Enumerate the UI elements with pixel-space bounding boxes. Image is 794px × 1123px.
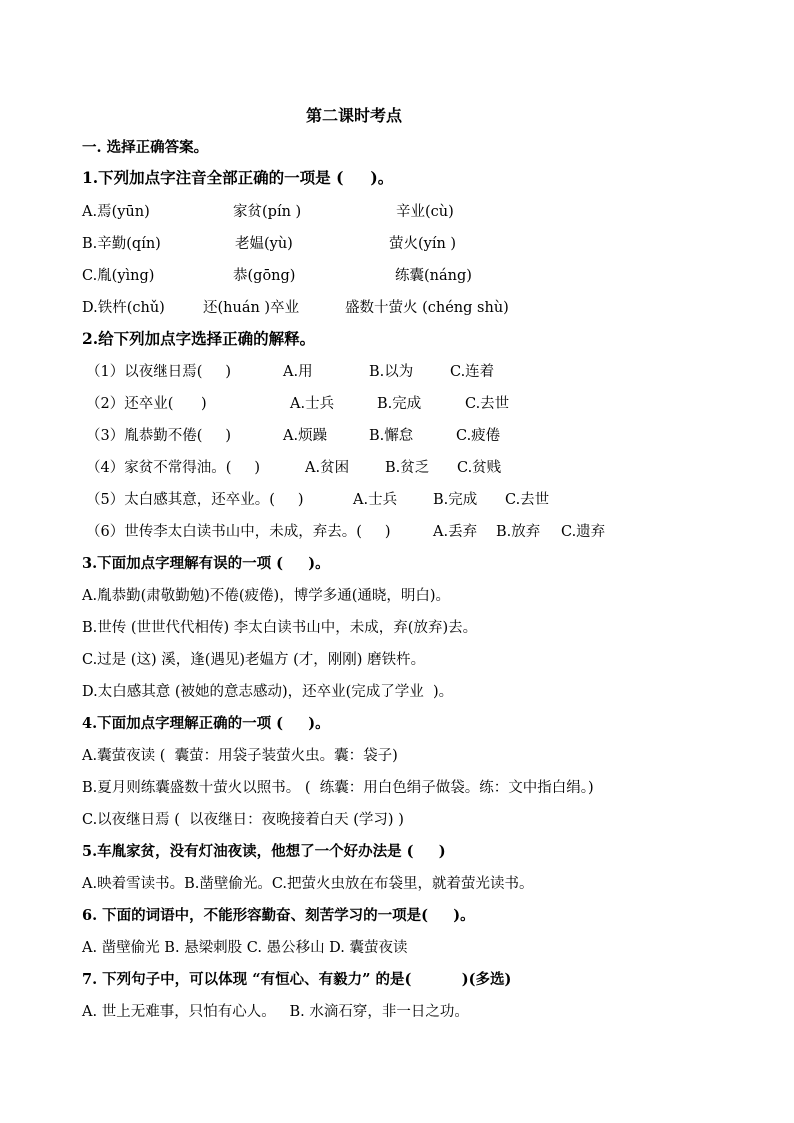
q2-choice: C.贫贱 [457, 460, 502, 476]
q4-option: A.囊萤夜读 ( 囊萤：用袋子装萤火虫。囊：袋子) [82, 748, 398, 764]
q3-option: B.世传 (世世代代相传) 李太白读书山中，未成，弃(放弃)去。 [82, 620, 478, 636]
q2-choice: B.放弃 [496, 524, 541, 540]
q1-option: 恭(gōng) [233, 268, 296, 284]
q1-option: 辛业(cù) [396, 204, 454, 220]
q7-stem: 7. 下列句子中，可以体现 “有恒心、有毅力” 的是( )(多选) [82, 971, 512, 988]
q2-item: （1）以夜继日焉( ) [86, 364, 232, 380]
q2-choice: A.士兵 [353, 492, 398, 508]
q2-choice: C.去世 [505, 492, 550, 508]
q5-options: A.映着雪读书。B.凿壁偷光。C.把萤火虫放在布袋里，就着萤光读书。 [82, 876, 534, 892]
q1-option: D.铁杵(chǔ) [82, 300, 165, 316]
q2-choice: A.丢弃 [433, 524, 478, 540]
q2-choice: B.完成 [377, 396, 422, 412]
q1-option: 老媪(yù) [235, 236, 293, 252]
q4-option: C.以夜继日焉 ( 以夜继日：夜晚接着白天 (学习) ) [82, 812, 404, 828]
q2-item: （6）世传李太白读书山中，未成，弃去。( ) [86, 524, 391, 540]
q7-options: A. 世上无难事，只怕有心人。 B. 水滴石穿，非一日之功。 [82, 1004, 469, 1020]
q2-stem: 2.给下列加点字选择正确的解释。 [82, 329, 316, 348]
q2-item: （5）太白感其意，还卒业。( ) [86, 492, 304, 508]
q3-option: D.太白感其意 (被她的意志感动)，还卒业(完成了学业 )。 [82, 684, 454, 700]
q2-item: （4）家贫不常得油。( ) [86, 460, 261, 476]
section-heading: 一. 选择正确答案。 [82, 139, 209, 156]
q2-item: （3）胤恭勤不倦( ) [86, 428, 232, 444]
q1-option: C.胤(yìng) [82, 268, 155, 284]
q4-stem: 4.下面加点字理解正确的一项 ( )。 [82, 715, 330, 732]
q1-stem: 1.下列加点字注音全部正确的一项是 ( )。 [82, 168, 394, 187]
q1-option: 萤火(yín ) [389, 236, 457, 252]
q2-choice: A.士兵 [290, 396, 335, 412]
q2-choice: C.疲倦 [456, 428, 501, 444]
q6-stem: 6. 下面的词语中，不能形容勤奋、刻苦学习的一项是( )。 [82, 907, 475, 924]
q5-stem: 5.车胤家贫，没有灯油夜读，他想了一个好办法是 ( ) [82, 843, 446, 860]
q2-choice: A.用 [283, 364, 313, 380]
q1-option: 练囊(náng) [395, 268, 472, 284]
page-title: 第二课时考点 [306, 106, 403, 125]
q4-option: B.夏月则练囊盛数十萤火以照书。 ( 练囊：用白色绢子做袋。练：文中指白绢。) [82, 780, 594, 796]
q2-choice: C.遗弃 [561, 524, 606, 540]
q3-option: A.胤恭勤(肃敬勤勉)不倦(疲倦)，博学多通(通晓，明白)。 [82, 588, 451, 604]
q2-choice: C.连着 [450, 364, 495, 380]
q2-choice: A.贫困 [305, 460, 350, 476]
q1-option: 家贫(pín ) [233, 204, 302, 220]
q6-options: A. 凿壁偷光 B. 悬梁刺股 C. 愚公移山 D. 囊萤夜读 [82, 940, 408, 956]
q2-choice: B.以为 [369, 364, 414, 380]
q2-choice: B.贫乏 [385, 460, 430, 476]
q3-option: C.过是 (这) 溪，逢(遇见)老媪方 (才，刚刚) 磨铁杵。 [82, 652, 426, 668]
q3-stem: 3.下面加点字理解有误的一项 ( )。 [82, 555, 330, 572]
q1-option: B.辛勤(qín) [82, 236, 161, 252]
q2-choice: B.完成 [433, 492, 478, 508]
q2-choice: B.懈怠 [369, 428, 414, 444]
q1-option: 还(huán )卒业 [203, 300, 300, 316]
q1-option: 盛数十萤火 (chéng shù) [345, 300, 509, 316]
q2-choice: A.烦躁 [283, 428, 328, 444]
q2-item: （2）还卒业( ) [86, 396, 207, 412]
q1-option: A.焉(yūn) [82, 204, 150, 220]
q2-choice: C.去世 [465, 396, 510, 412]
